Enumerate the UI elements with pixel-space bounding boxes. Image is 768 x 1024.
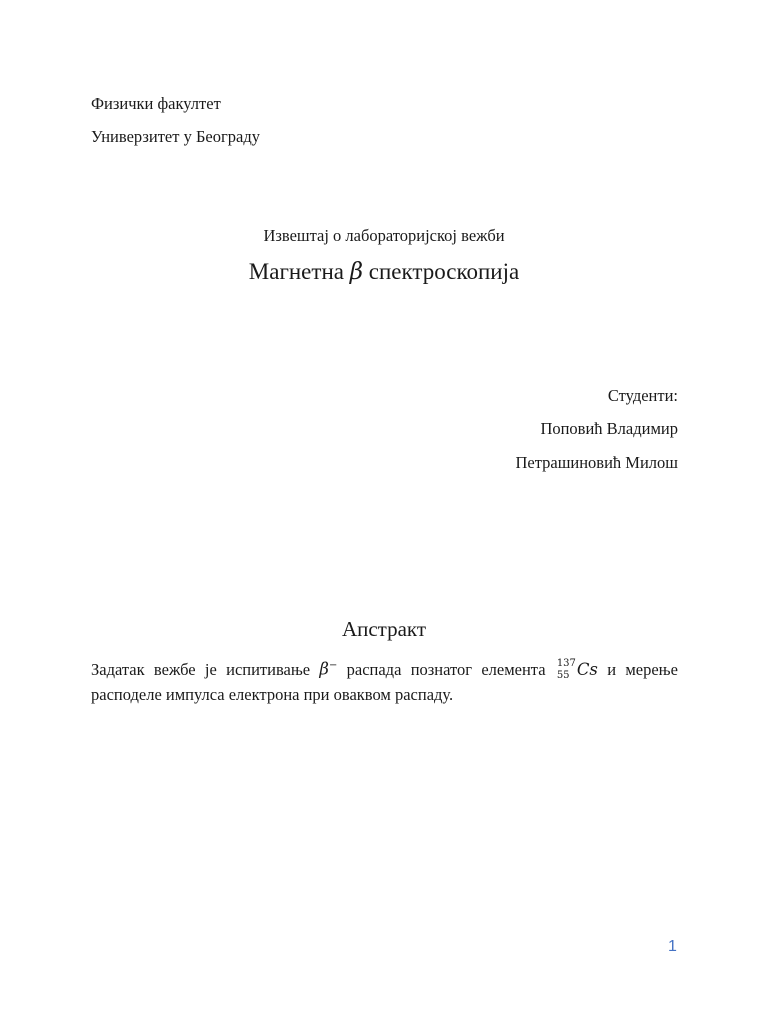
- abstract-heading: Апстракт: [341, 617, 427, 641]
- abstract-text: [91, 653, 678, 707]
- report-title: [0, 259, 768, 285]
- abstract-line-2: расподеле импулса електрона при оваквом распаду.: [91, 684, 454, 704]
- student-name: Поповић Владимир: [540, 419, 678, 438]
- word: Задатак: [91, 659, 145, 679]
- word: елемента: [481, 659, 546, 679]
- student-name: Петрашиновић Милош: [515, 453, 678, 472]
- abstract-line-1: [91, 653, 678, 682]
- page-number: 1: [668, 938, 677, 955]
- word: и: [607, 659, 617, 679]
- beta-symbol: β: [349, 259, 364, 285]
- word: распада: [346, 659, 402, 679]
- word: мерење: [625, 659, 678, 679]
- students-heading: Студенти:: [607, 386, 678, 405]
- isotope-cs137: 137 55 Cs: [556, 657, 598, 681]
- word: познатог: [410, 659, 473, 679]
- university-name: Универзитет у Београду: [91, 127, 260, 146]
- faculty-name: Физички факултет: [91, 94, 221, 113]
- report-subtitle: Извештај о лабораторијској вежби: [263, 226, 505, 245]
- title-word-1: Магнетна: [248, 259, 344, 284]
- word: је: [204, 659, 217, 679]
- word: вежбе: [153, 659, 196, 679]
- word: испитивање: [226, 659, 311, 679]
- beta-minus-symbol: β−: [319, 659, 338, 679]
- title-word-2: спектроскопија: [368, 259, 520, 284]
